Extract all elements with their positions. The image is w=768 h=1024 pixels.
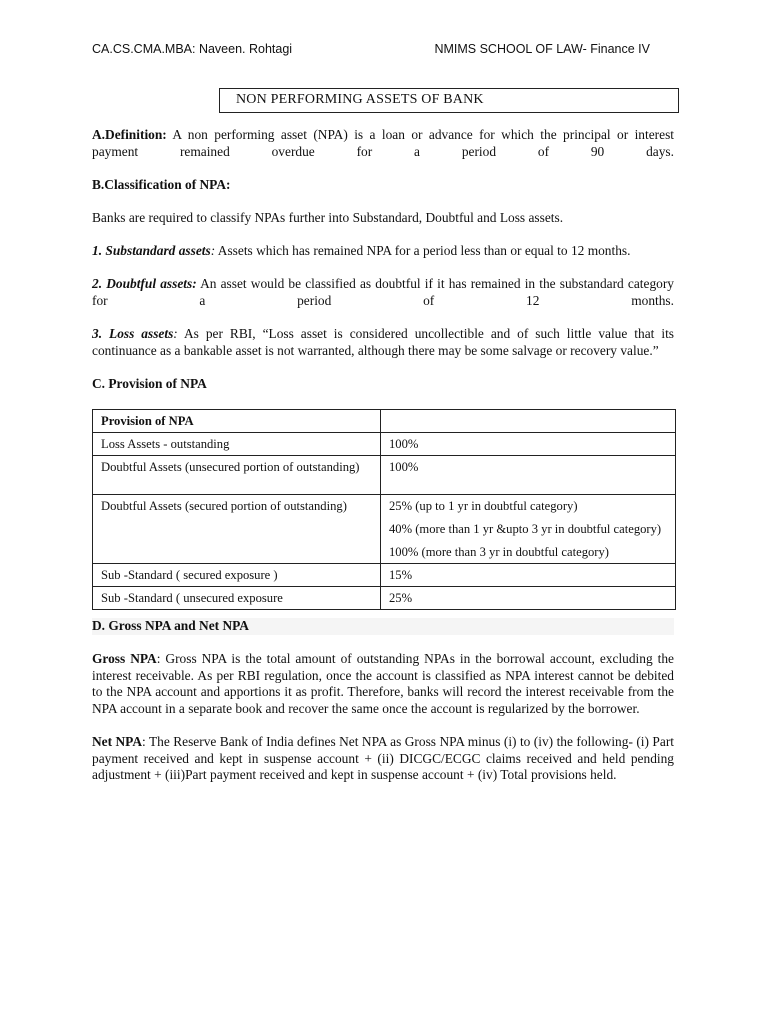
substandard-label: 1. Substandard assets (92, 243, 211, 259)
classification-heading: B.Classification of NPA: (92, 176, 231, 192)
table-cell-value: 100% (381, 456, 676, 495)
table-cell-value: 25% (381, 587, 676, 610)
page-title: NON PERFORMING ASSETS OF BANK (219, 88, 679, 113)
net-npa-text: : The Reserve Bank of India defines Net NPA as Gross NPA minus (i) to (iv) the following- (i) Part payment received and kept in suspense account + (ii) DICGC/ECGC claims received and held pending adjustment + (iii)Part payment received and kept in suspense account + (iv) Total provisions held. (92, 734, 674, 783)
table-row (93, 587, 676, 610)
document-body (92, 127, 674, 801)
loss-text: As per RBI, “Loss asset is considered uncollectible and of such little value that its continuance as a bankable asset is not warranted, although there may be some salvage or recovery value.” (92, 326, 675, 358)
net-npa-label: Net NPA (92, 734, 143, 750)
table-header-row (93, 410, 676, 433)
gross-npa-paragraph (92, 651, 674, 717)
provision-table (92, 409, 676, 610)
doubtful-text: An asset would be classified as doubtful if it has remained in the substandard category for a period of 12 months. (92, 276, 674, 308)
table-cell-category: Sub -Standard ( secured exposure ) (93, 564, 381, 587)
definition-label: A.Definition: (92, 127, 167, 142)
table-header-cell (381, 410, 676, 433)
table-cell-category: Doubtful Assets (secured portion of outstanding) (93, 495, 381, 564)
definition-text: A non performing asset (NPA) is a loan or advance for which the principal or interest payment remained overdue for a period of 90 days. (92, 127, 674, 159)
doubtful-paragraph (92, 276, 674, 309)
net-npa-paragraph (92, 734, 674, 784)
gross-net-heading: D. Gross NPA and Net NPA (92, 618, 674, 635)
page-header (92, 42, 678, 56)
loss-label: 3. Loss assets (92, 326, 174, 342)
table-cell-value: 100% (381, 433, 676, 456)
table-row (93, 564, 676, 587)
table-cell-category: Sub -Standard ( unsecured exposure (93, 587, 381, 610)
substandard-paragraph: 1. Substandard assets: Assets which has remained NPA for a period less than or equal to 12 months. (92, 243, 631, 259)
table-cell-value: 25% (up to 1 yr in doubtful category) 40% (more than 1 yr &upto 3 yr in doubtful category) 100% (more than 3 yr in doubtful category) (381, 495, 676, 564)
table-cell-category: Loss Assets - outstanding (93, 433, 381, 456)
doubtful-label: 2. Doubtful assets: (92, 276, 197, 292)
table-row (93, 495, 676, 564)
header-course: NMIMS SCHOOL OF LAW- Finance IV (434, 42, 650, 56)
gross-npa-text: : Gross NPA is the total amount of outstanding NPAs in the borrowal account, excluding the interest receivable. As per RBI regulation, once the account is classified as NPA interest cannot be debited to the NPA account and apportions it as profit. Therefore, banks will record the interest receivable from the NPA account in a separate book and recover the same once the account is regularized by the borrower. (92, 651, 674, 717)
classification-intro: Banks are required to classify NPAs further into Substandard, Doubtful and Loss assets. (92, 209, 564, 225)
header-author: CA.CS.CMA.MBA: Naveen. Rohtagi (92, 42, 293, 56)
table-row (93, 433, 676, 456)
substandard-text: Assets which has remained NPA for a period less than or equal to 12 months. (215, 243, 631, 259)
definition-paragraph (92, 127, 674, 160)
provision-heading: C. Provision of NPA (92, 375, 207, 391)
gross-npa-label: Gross NPA (92, 651, 157, 667)
table-header-cell: Provision of NPA (93, 410, 381, 433)
table-cell-category: Doubtful Assets (unsecured portion of outstanding) (93, 456, 381, 495)
loss-paragraph: 3. Loss assets: As per RBI, “Loss asset is considered uncollectible and of such little value that its continuance as a bankable asset is not warranted, although there may be some salvage or recovery value.” (92, 326, 675, 358)
table-cell-value: 15% (381, 564, 676, 587)
table-row (93, 456, 676, 495)
